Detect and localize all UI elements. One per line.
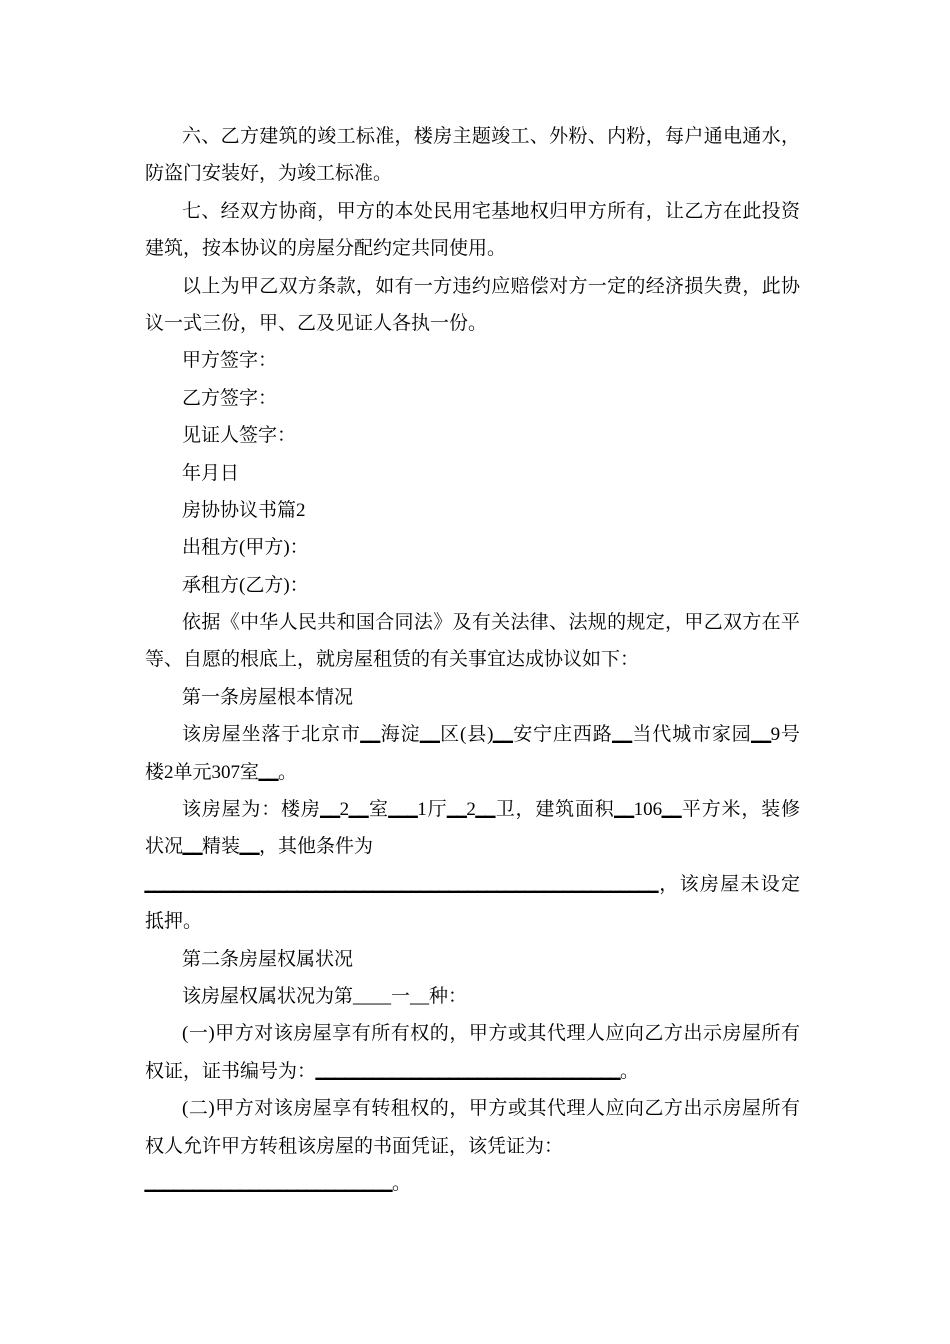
fill-in-blank: __ <box>320 799 340 821</box>
paragraph-line: __________________________。 <box>145 1172 412 1194</box>
clause-seven-land-rights <box>145 193 800 268</box>
fill-in-blank: __ <box>183 836 203 858</box>
fill-in-blank: __ <box>662 799 682 821</box>
paragraph-line: 七、经双方协商，甲方的本处民用宅基地权归甲方所有，让乙方在此投资 <box>182 200 800 222</box>
ownership-case-two <box>145 1090 800 1202</box>
document-body <box>145 118 800 1202</box>
fill-in-blank: __ <box>349 799 369 821</box>
paragraph-line: 第二条房屋权属状况 <box>182 948 354 970</box>
fill-in-blank: ________________________________ <box>316 1060 621 1082</box>
section-heading-agreement-2 <box>145 492 800 529</box>
lessee-line <box>145 567 800 604</box>
paragraph-line: 该房屋坐落于北京市__海淀__区(县)__安宁庄西路__当代城市家园__9号 <box>182 724 800 746</box>
property-description-paragraph <box>145 791 800 941</box>
paragraph-line: 等、自愿的根底上，就房屋租赁的有关事宜达成协议如下： <box>145 649 640 671</box>
clause-six-completion-standard <box>145 118 800 193</box>
fill-in-blank: __ <box>360 724 380 746</box>
party-a-signature <box>145 342 800 379</box>
paragraph-line: 该房屋权属状况为第____一__种： <box>182 985 468 1007</box>
paragraph-line: 该房屋为：楼房__2__室___1厅__2__卫，建筑面积__106__平方米，装修 <box>182 799 800 821</box>
property-location-paragraph <box>145 716 800 791</box>
paragraph-line: 见证人签字： <box>182 425 297 447</box>
paragraph-line: 抵押。 <box>145 911 203 933</box>
fill-in-blank: __ <box>614 799 634 821</box>
fill-in-blank: __ <box>493 724 513 746</box>
fill-in-blank: __ <box>240 836 260 858</box>
paragraph-line: 承租方(乙方)： <box>182 574 309 596</box>
paragraph-line: 第一条房屋根本情况 <box>182 686 354 708</box>
paragraph-line: 房协协议书篇2 <box>182 499 306 521</box>
paragraph-line: 乙方签字： <box>182 387 278 409</box>
fill-in-blank: ___ <box>388 799 418 821</box>
paragraph-line: 权人允许甲方转租该房屋的书面凭证，该凭证为： <box>145 1135 564 1157</box>
paragraph-line: 甲方签字： <box>182 350 278 372</box>
fill-in-blank: __________________________ <box>145 1172 392 1194</box>
lessor-line <box>145 529 800 566</box>
party-b-signature <box>145 380 800 417</box>
paragraph-line: 出租方(甲方)： <box>182 537 309 559</box>
paragraph-line: ______________________________________________________，该房屋未设定 <box>145 873 800 895</box>
fill-in-blank: ______________________________________________________ <box>145 873 658 895</box>
paragraph-line: 年月日 <box>182 462 240 484</box>
fill-in-blank: __ <box>612 724 632 746</box>
paragraph-line: 议一式三份，甲、乙及见证人各执一份。 <box>145 312 488 334</box>
fill-in-blank: __ <box>475 799 495 821</box>
article-one-heading <box>145 679 800 716</box>
paragraph-line: 防盗门安装好，为竣工标准。 <box>145 163 393 185</box>
fill-in-blank: __ <box>420 724 440 746</box>
witness-signature <box>145 417 800 454</box>
fill-in-blank: __ <box>259 761 279 783</box>
paragraph-line: 建筑，按本协议的房屋分配约定共同使用。 <box>145 238 507 260</box>
ownership-type-paragraph <box>145 978 800 1015</box>
paragraph-line: (一)甲方对该房屋享有所有权的，甲方或其代理人应向乙方出示房屋所有 <box>182 1023 800 1045</box>
paragraph-line: 楼2单元307室__。 <box>145 761 298 783</box>
paragraph-line: 以上为甲乙双方条款，如有一方违约应赔偿对方一定的经济损失费，此协 <box>182 275 800 297</box>
ownership-case-one <box>145 1015 800 1090</box>
legal-basis-paragraph <box>145 604 800 679</box>
paragraph-line: 六、乙方建筑的竣工标准，楼房主题竣工、外粉、内粉，每户通电通水， <box>182 126 800 147</box>
closing-terms <box>145 268 800 343</box>
paragraph-line: 权证，证书编号为：________________________________。 <box>145 1060 640 1082</box>
paragraph-line: 依据《中华人民共和国合同法》及有关法律、法规的规定，甲乙双方在平 <box>182 612 800 634</box>
fill-in-blank: __ <box>751 724 771 746</box>
paragraph-line: 状况__精装__，其他条件为 <box>145 836 374 858</box>
date-line <box>145 455 800 492</box>
article-two-heading <box>145 941 800 978</box>
fill-in-blank: __ <box>447 799 467 821</box>
paragraph-line: (二)甲方对该房屋享有转租权的，甲方或其代理人应向乙方出示房屋所有 <box>182 1098 800 1120</box>
